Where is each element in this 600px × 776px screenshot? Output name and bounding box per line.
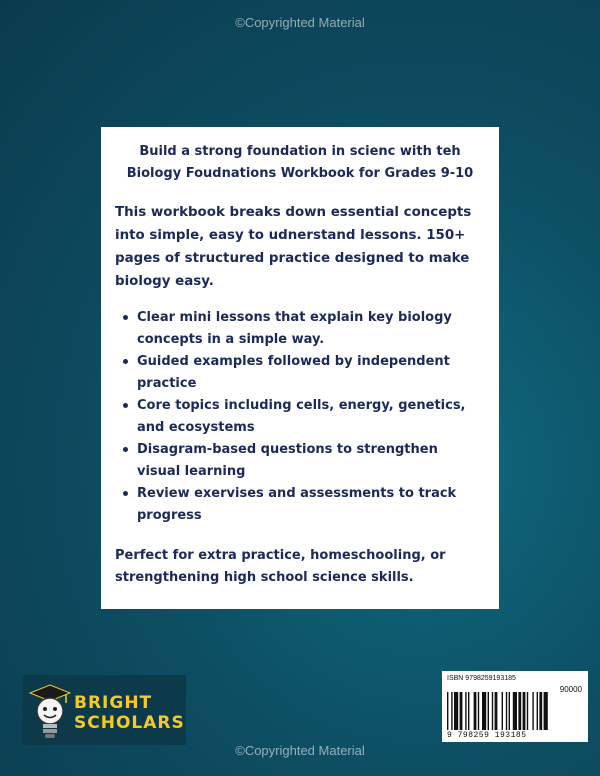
- list-item-text: Disagram-based questions to strengthen visual learning: [137, 442, 438, 479]
- heading-line-1: Build a strong foundation in scienc with teh: [139, 144, 461, 159]
- isbn-label: ISBN 9798259193185: [447, 675, 516, 682]
- intro-paragraph: This workbook breaks down essential concepts into simple, easy to udnerstand lessons. 150+ pages of structured practice designed to make biology easy.: [115, 205, 472, 289]
- barcode-bars: [447, 692, 583, 730]
- list-item-text: Clear mini lessons that explain key biology concepts in a simple way.: [137, 310, 452, 347]
- publisher-logo: [22, 675, 186, 745]
- list-item: [115, 439, 485, 483]
- lightbulb-graduate-icon: [26, 683, 74, 741]
- isbn-barcode: [442, 671, 588, 742]
- bullet-icon: [123, 403, 128, 408]
- description-panel: [101, 127, 499, 609]
- closing-paragraph: Perfect for extra practice, homeschooling, or strengthening high school science skills.: [115, 548, 446, 585]
- logo-text-line-1: BRIGHT: [74, 693, 153, 713]
- logo-text-line-2: SCHOLARS: [74, 713, 185, 733]
- list-item-text: Core topics including cells, energy, genetics, and ecosystems: [137, 398, 466, 435]
- bullet-icon: [123, 315, 128, 320]
- bullet-icon: [123, 447, 128, 452]
- list-item: [115, 307, 485, 351]
- feature-list: [115, 307, 485, 527]
- bullet-icon: [123, 359, 128, 364]
- list-item: [115, 483, 485, 527]
- heading: [115, 141, 485, 185]
- heading-line-2: Biology Foudnations Workbook for Grades 9-10: [126, 166, 474, 181]
- list-item: [115, 351, 485, 395]
- copyright-watermark-bottom: ©Copyrighted Material: [235, 743, 365, 758]
- barcode-digits: 9 798259 193185: [447, 731, 527, 740]
- list-item-text: Review exervises and assessments to track progress: [137, 486, 457, 523]
- list-item-text: Guided examples followed by independent practice: [137, 354, 450, 391]
- copyright-watermark-top: ©Copyrighted Material: [235, 15, 365, 30]
- price-code: 90000: [559, 685, 582, 694]
- bullet-icon: [123, 491, 128, 496]
- list-item: [115, 395, 485, 439]
